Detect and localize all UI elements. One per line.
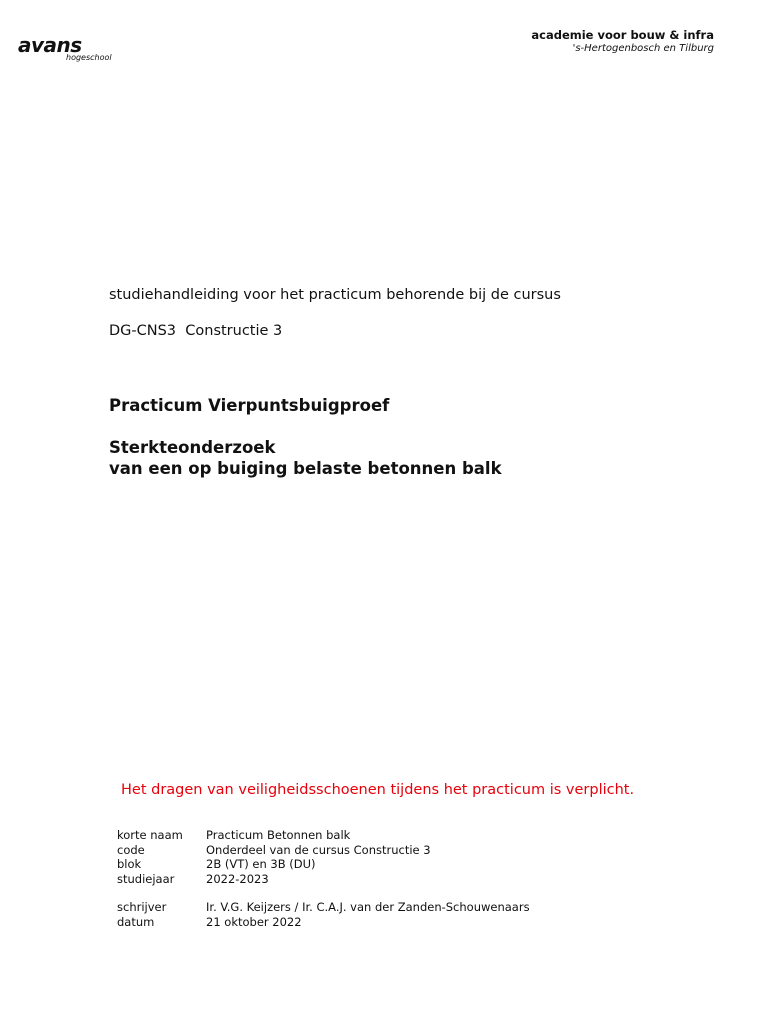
meta-value: 2B (VT) en 3B (DU) [206,857,316,871]
safety-warning: Het dragen van veiligheidsschoenen tijdens het practicum is verplicht. [121,782,635,798]
document-subtitle [109,437,502,479]
meta-label: code [117,842,145,857]
meta-row-date [117,915,530,930]
subtitle-line-2: van een op buiging belaste betonnen balk [109,459,502,478]
institute-name: academie voor bouw & infra [531,28,714,42]
subtitle-line-1: Sterkteonderzoek [109,438,276,457]
author-table [117,900,530,929]
course-code: DG-CNS3 Constructie 3 [109,323,283,339]
meta-value: 21 oktober 2022 [206,914,302,929]
logo-subtext: hogeschool [66,53,112,62]
meta-label: studiejaar [117,871,175,886]
meta-value: Onderdeel van de cursus Constructie 3 [206,842,431,857]
document-title: Practicum Vierpuntsbuigproef [109,396,390,415]
meta-value: Practicum Betonnen balk [206,828,351,842]
meta-row-study-year [117,872,431,887]
meta-label: blok [117,857,142,871]
institute-block [531,27,714,55]
meta-row-block [117,857,431,872]
meta-label: datum [117,914,155,929]
meta-value: Ir. V.G. Keijzers / Ir. C.A.J. van der Zanden-Schouwenaars [206,900,530,914]
avans-logo [18,34,114,68]
meta-row-author [117,900,530,915]
metadata-table [117,828,431,886]
meta-label: korte naam [117,828,183,842]
meta-row-code [117,843,431,858]
logo-word: avans [18,33,82,57]
meta-value: 2022-2023 [206,871,269,886]
meta-row-short-name [117,828,431,843]
institute-location: 's-Hertogenbosch en Tilburg [572,43,714,54]
intro-text: studiehandleiding voor het practicum behorende bij de cursus [109,287,561,303]
meta-label: schrijver [117,900,167,914]
